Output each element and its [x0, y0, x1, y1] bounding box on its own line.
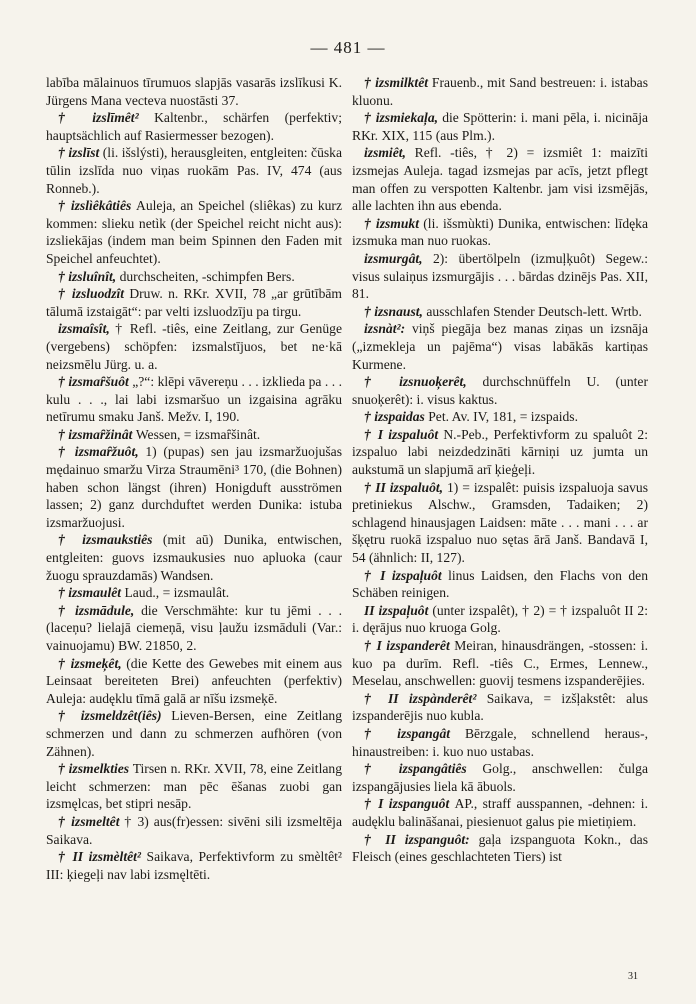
entry-headword: † I izspaļuôt — [364, 567, 449, 583]
dictionary-entry — [352, 109, 648, 144]
entry-body: viņš piegāja bez manas ziņas un izsnāja („izmekleja un pajēma“) visas labākās kartiņas Kurmene. — [352, 321, 648, 372]
entry-body: (li. išslýsti), herausgleiten, entgleiten: čūska tūlin izslīda nuo viņas ruokām Pas. IV, 474 (aus Ronneb.). — [46, 145, 342, 196]
entry-headword: † izspangât — [364, 725, 465, 741]
entry-headword: izsnàt²: — [364, 321, 412, 337]
dictionary-entry — [46, 197, 342, 267]
entry-body: (unter izspalêt), † 2) = † izspaluôt II 2: i. dęrājus nuo kruoga Golg. — [352, 602, 648, 636]
entry-body: † Refl. -tiês, eine Zeitlang, zur Genüge (vergebens) schöpfen: izsmalstījuos, bet ne·kā neizsmēlu Jürg. u. a. — [46, 321, 342, 372]
entry-body: (mit aū) Dunika, entwischen, entgleiten: guovs izsmaukusies nuo apluoka (caur žuogu sprauzdamās) Wandsen. — [46, 532, 342, 583]
entry-body: linus Laidsen, den Flachs von den Schäben reinigen. — [352, 567, 648, 601]
entry-headword: † izsmiekaļa, — [364, 110, 443, 126]
dictionary-entry — [352, 602, 648, 637]
entry-headword: † izspangâtiês — [364, 761, 483, 777]
entry-body: gaļa izspanguota Kokn., das Fleisch (eines geschlachteten Tiers) ist — [352, 831, 648, 865]
page-number: — 481 — — [310, 38, 386, 57]
entry-headword: † II izspanguôt: — [364, 831, 479, 847]
entry-body: durchscheiten, -schimpfen Bers. — [119, 268, 295, 284]
entry-body: Refl. -tiês, † 2) = izsmiêt 1: maizīti izsmejas Auleja. tagad izsmejas par acīs, jetzt pflegt man offen zu verspotten Kaltenbr. jam visi izsmējās, alle lachten ihn aus ebenda. — [352, 145, 648, 214]
entry-headword: † I izspanderêt — [364, 638, 455, 653]
dictionary-entry — [352, 426, 648, 479]
entry-headword: † izsmilktêt — [364, 75, 432, 90]
dictionary-entry — [46, 531, 342, 584]
entry-headword: † II izsmèltêt² — [58, 849, 147, 865]
entry-headword: † izsmaȓšuôt — [58, 374, 133, 390]
dictionary-entry — [352, 144, 648, 214]
entry-headword: † I izspaluôt — [364, 426, 444, 442]
entry-headword: † izsmeķêt, — [58, 655, 127, 671]
dictionary-entry — [46, 320, 342, 373]
entry-body: 1) (pupas) sen jau izsmaržuojušas mędainuo smaržu Virza Straumēni³ 170, (die Bohnen) haben schon längst (ihren) Honigduft ausströmen lassen; 2) ganz durchduftet werden Dunika: istuba izsmaržuojusi. — [46, 444, 343, 530]
entry-headword: II izspaļuôt — [364, 602, 433, 618]
entry-headword: † izsnuoķerêt, — [364, 374, 483, 390]
entry-body: Tirsen n. RKr. XVII, 78, eine Zeitlang leicht schmerzen: man pēc ēšanas zuobi gan izsmęlcas, bet stipri nesāp. — [46, 761, 342, 812]
dictionary-entry — [352, 479, 648, 567]
dictionary-entry — [46, 848, 342, 883]
entry-headword: † izslīst — [58, 145, 103, 161]
entry-headword: † izsmaȓžuôt, — [58, 444, 146, 460]
right-column — [352, 74, 648, 866]
entry-body: labība mālainuos tīrumuos slapjās vasarās izslīkusi K. Jürgens Mana vecteva nuostāsti 37. — [46, 75, 342, 108]
entry-body: Druw. n. RKr. XVII, 78 „ar grūtībām tālumā izstaigāt“: par velti izsluodzīju pa tirgu. — [46, 286, 342, 319]
entry-headword: † II izspànderêt² — [364, 690, 487, 706]
entry-body: Pet. Av. IV, 181, = izspaids. — [428, 409, 578, 425]
dictionary-entry — [46, 443, 342, 531]
entry-body: Kaltenbr., schärfen (perfektiv; hauptsächlich auf Rasiermesser bezogen). — [46, 110, 343, 143]
entry-headword: † izsmukt — [364, 215, 424, 231]
entry-body: N.-Peb., Perfektivform zu spaluôt 2: izspaluo labi neizdedzināti kārniņi uz jumta un aukstumā un slapjumā arī ķieģeļi. — [352, 426, 648, 478]
dictionary-entry — [352, 373, 648, 408]
dictionary-entry — [352, 760, 648, 795]
entry-body: Laud., = izsmaulât. — [124, 585, 230, 601]
entry-body: durchschnüffeln U. (unter snuoķerêt): i. visus kaktus. — [352, 374, 648, 407]
dictionary-entry — [352, 250, 648, 303]
dictionary-entry — [46, 426, 342, 444]
entry-headword: izsmaîsît, — [58, 321, 116, 337]
dictionary-entry — [352, 725, 648, 760]
entry-body: Wessen, = izsmaȓšinât. — [135, 426, 261, 442]
dictionary-entry — [352, 408, 648, 426]
entry-body: 1) = izspalêt: puisis izspaluoja savus pretiniekus Alschw., Gramsden, Tadaiken; 2) schlagend hinausjagen Laidsen: māte . . . mani . . . ar šķętru ruokā izspaluo nuo sętas ārā Janš. Bandavā I, 54 (ähnlich: II, 127). — [352, 479, 648, 566]
entry-body: die Verschmähte: kur tu jēmi . . . (laceņu? lielajā ciemeņā, visu ļaužu izsmāduli (Var.: vainuojamu) BW. 21850, 2. — [46, 602, 343, 653]
dictionary-entry — [352, 74, 648, 109]
entry-body: Bērzgale, schnellend heraus-, hinaustreiben: i. kuo nuo ustabas. — [352, 725, 648, 759]
entry-body: (die Kette des Gewebes mit einem aus Leinsaat bereiteten Brei) anfeuchten (perfektiv) Auleja: audęklu tīmā galā ar nīšu izsmeķē. — [46, 655, 342, 706]
printer-signature: 31 — [628, 971, 638, 982]
dictionary-entry — [46, 373, 342, 426]
dictionary-entry — [352, 567, 648, 602]
entry-headword: † izsmaukstiês — [58, 532, 163, 548]
dictionary-entry — [46, 760, 342, 813]
dictionary-entry — [46, 285, 342, 320]
entry-body: Lieven-Bersen, eine Zeitlang schmerzen und dann zu schmerzen aufhören (von Zähnen). — [46, 708, 342, 759]
entry-headword: † izslīmêt² — [58, 110, 155, 126]
dictionary-entry — [46, 813, 342, 848]
entry-headword: † izsnaust, — [364, 303, 427, 319]
entry-headword: † izsmaȓžinât — [58, 426, 136, 442]
entry-body: AP., straff ausspannen, -dehnen: i. audęklu balināšanai, piesienuot galus pie mietiņiem. — [352, 796, 648, 829]
entry-headword: † I izspanguôt — [364, 796, 455, 812]
entry-headword: † II izspaluôt, — [364, 479, 447, 495]
entry-body: 2): übertölpeln (izmuļķuôt) Segew.: visus sulaiņus izsmurgājis . . . bārdas dzinējs Pas. XII, 81. — [352, 250, 648, 302]
dictionary-entry — [46, 268, 342, 286]
entry-headword: † izsmeltêt — [58, 813, 125, 829]
entry-body: Golg., anschwellen: čulga izspangājusies liela kā ābuols. — [352, 761, 649, 794]
dictionary-entry — [46, 74, 342, 109]
entry-headword: † izspaidas — [364, 409, 429, 425]
dictionary-entry — [352, 320, 648, 373]
dictionary-entry — [46, 707, 342, 760]
entry-headword: † izsluînît, — [58, 268, 120, 284]
entry-headword: izsmurgât, — [364, 250, 433, 266]
entry-body: † 3) aus(fr)essen: sivēni sili izsmeltēja Saikava. — [46, 813, 342, 847]
entry-body: „?“: klēpi vāvereņu . . . izklieda pa . . . kulu . . ., lai labi izsmaršuo un izgaisina agrāku netīrumu smaku Janš. Mežv. I, 190. — [46, 374, 342, 425]
dictionary-entry — [352, 215, 648, 250]
entry-body: Frauenb., mit Sand bestreuen: i. istabas kluonu. — [352, 75, 648, 108]
entry-body: Saikava, Perfektivform zu smèltêt² III: ķiegeļi nav labi izsmęltēti. — [46, 849, 342, 882]
left-column — [46, 74, 342, 883]
entry-headword: † izsluodzît — [58, 286, 130, 302]
dictionary-entry — [352, 637, 648, 690]
entry-body: Saikava, = izšļakstêt: alus izspanderējis nuo kubla. — [352, 690, 648, 724]
entry-headword: izsmiêt, — [364, 145, 415, 161]
entry-headword: † izsmaulêt — [58, 585, 125, 601]
dictionary-entry — [46, 109, 342, 144]
entry-body: ausschlafen Stender Deutsch-lett. Wrtb. — [426, 303, 642, 319]
dictionary-entry — [352, 795, 648, 830]
entry-headword: † izsmelkties — [58, 761, 133, 777]
dictionary-entry — [352, 690, 648, 725]
dictionary-entry — [352, 831, 648, 866]
dictionary-entry — [352, 303, 648, 321]
entry-body: Meiran, hinausdrängen, -stossen: i. kuo pa durīm. Refl. -tiês C., Ermes, Lennew., Meselau, anschwellen: guovij tesmens izspanderējies. — [352, 638, 648, 689]
entry-body: (li. išsmùkti) Dunika, entwischen: līdęka izsmuka man nuo ruokas. — [352, 215, 648, 249]
entry-headword: † izsmādule, — [58, 602, 142, 618]
dictionary-entry — [46, 144, 342, 197]
entry-headword: † izslìêkâtiês — [58, 198, 137, 214]
entry-body: die Spötterin: i. mani pēla, i. nicināja RKr. XIX, 115 (aus Plm.). — [352, 110, 648, 143]
dictionary-entry — [46, 602, 342, 655]
dictionary-entry — [46, 584, 342, 602]
entry-body: Auleja, an Speichel (sliêkas) zu kurz kommen: slieku netìk (der Speichel reicht nicht aus): izsliekājas (indem man beim Spinnen den Faden mit Speichel anfeuchtet). — [46, 198, 342, 266]
dictionary-entry — [46, 655, 342, 708]
entry-headword: † izsmeldzêt(iês) — [58, 708, 172, 724]
